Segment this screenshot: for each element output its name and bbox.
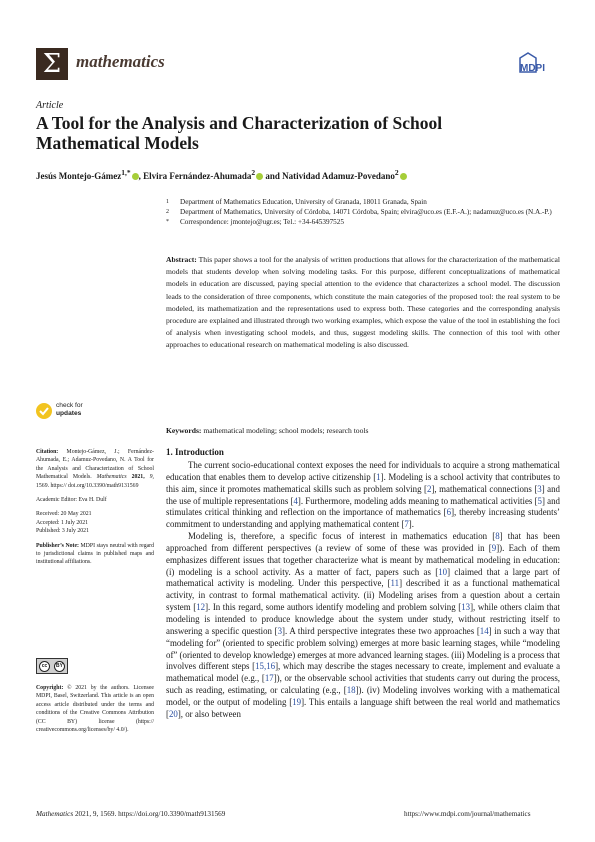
paragraph-text: ]. In this regard, some authors identify modeling and problem solving [	[205, 602, 462, 613]
abstract-label: Abstract:	[166, 255, 197, 264]
paragraph-text: ], which may describe the stages necessary to create, implement and evaluate a mathematical model (e.g., [	[166, 661, 561, 684]
sidebar-info	[36, 448, 154, 573]
citation-text: Montejo-Gámez, J.; Fernández-Ahumada, E.; Adamuz-Povedano, N. A Tool for the Analysis and Characterization of School Mathematical Models.	[36, 449, 154, 481]
paragraph-text: ] and the use of multiple representations [	[166, 483, 560, 506]
paragraph-text: ]. Modeling is a school activity that contributes to this aim, since it promotes mathematical skills such as problem solving [	[166, 471, 560, 494]
footer-doi[interactable]: 2021, 9, 1569. https://doi.org/10.3390/math9131569	[73, 810, 226, 818]
affiliation-row	[166, 218, 566, 228]
citation-doi[interactable]: 1569. https:// doi.org/10.3390/math9131569	[36, 482, 139, 489]
affiliation-text: Department of Mathematics Education, University of Granada, 18011 Granada, Spain	[180, 198, 427, 206]
body-text	[166, 460, 560, 721]
publisher-note	[36, 542, 154, 567]
paragraph-text: ]), or the observable school activities that students carry out during the process, such as reading, estimating, or calculating (e.g., [	[166, 673, 560, 696]
mdpi-logo-icon[interactable]	[516, 52, 558, 76]
accepted-date: Accepted: 1 July 2021	[36, 519, 88, 526]
affiliation-key: *	[166, 218, 169, 225]
citation-vol: 9,	[149, 474, 154, 481]
keywords-text: mathematical modeling; school models; research tools	[203, 426, 369, 435]
paragraph-text: ], while others claim that modeling is intended to produce knowledge about the system under study, without restricting itself to answering a specific question [	[166, 602, 561, 636]
paragraph-text: The current socio-educational context exposes the need for individuals to acquire a strong mathematical education that enables them to develop active citizenship [	[166, 460, 560, 482]
citation-link[interactable]: 19	[292, 696, 302, 707]
citation-link[interactable]: 17	[264, 673, 274, 684]
paragraph-text: ]). (iv) Modeling involves working with a mathematical model, or the output of modeling [	[166, 685, 560, 707]
citation-link[interactable]: 20	[168, 708, 178, 719]
affiliation-key: 1	[166, 199, 169, 205]
affiliation-row	[166, 208, 566, 218]
paragraph	[166, 460, 560, 531]
paragraph	[166, 531, 560, 721]
paragraph-text: Modeling is, therefore, a specific focus of interest in mathematics education [	[188, 531, 496, 542]
author-name[interactable]: Natividad Adamuz-Povedano	[282, 171, 395, 181]
paragraph-text: ] that has been approached from different perspectives (a review of some of these was provided in [	[166, 531, 560, 553]
author-name[interactable]: Jesús Montejo-Gámez	[36, 171, 122, 181]
journal-name[interactable]: mathematics	[76, 52, 165, 71]
mdpi-logo-text: MDPI	[520, 63, 545, 74]
paragraph-text: ]. Furthermore, modeling adds meaning to mathematical activities [	[297, 495, 538, 506]
author-separator: ,	[138, 171, 144, 181]
affiliation-row	[166, 198, 566, 208]
abstract-text: This paper shows a tool for the analysis of written productions that allows for the characterization of the mathematical models that students develop when solving modeling tasks. For this purpose, different conceptualizations of mathematical models in education are discussed, paying special attention to the evidence that characterizes a school model. The discussion leads to the consideration of three components, which constitute the main categories of the proposed tool: the real system to be modeled, its mathematization and the representations used to express both. These categories and the corresponding analysis procedure are explained and illustrated through two working examples, which expose the value of the tool in establishing the foci of analysis when investigating school models, and thus, suggest modeling skills. The connection of this tool with other approaches to educational research on mathematical modeling is also discussed.	[166, 255, 560, 350]
citation	[36, 448, 154, 490]
paragraph-text: ], or also between	[177, 708, 241, 719]
creative-commons-icon[interactable]	[36, 658, 68, 674]
paper-title: A Tool for the Analysis and Characterization of School Mathematical Models	[36, 113, 443, 153]
copyright-text: © 2021 by the authors. Licensee MDPI, Basel, Switzerland. This article is an open access article distributed under the terms and conditions of the Creative Commons Attribution (CC BY) license (https:// creativecommons.org/licenses/by/ 4.0/).	[36, 685, 154, 734]
check-line1: check for	[56, 402, 83, 409]
check-for-updates-button[interactable]	[36, 401, 116, 421]
paragraph-text: ]. A third perspective integrates these two approaches [	[282, 625, 480, 636]
citation-label: Citation:	[36, 449, 59, 455]
author-sup: 2	[251, 168, 256, 177]
paragraph-text: ]. This entails a language shift between the real world and mathematics [	[166, 696, 560, 719]
citation-link[interactable]: 6	[446, 507, 452, 518]
citation-link[interactable]: 8	[495, 531, 500, 542]
citation-link[interactable]: 3	[537, 483, 542, 494]
citation-link[interactable]: 18	[346, 685, 356, 696]
received-date: Received: 20 May 2021	[36, 511, 92, 518]
dates	[36, 510, 154, 535]
paragraph-text: ]). Each of them emphasizes different issues that together characterize what is meant by mathematical modeling in education: (i) modeling is a school activity. As a matter of fact, papers such as [	[166, 542, 560, 577]
publisher-note-label: Publisher’s Note:	[36, 542, 79, 549]
check-for-updates-icon	[36, 403, 52, 419]
orcid-icon[interactable]	[132, 173, 139, 180]
check-line2: updates	[56, 410, 82, 417]
citation-link[interactable]: 10	[438, 566, 448, 577]
published-date: Published: 3 July 2021	[36, 528, 89, 535]
affiliation-text: Department of Mathematics, University of Córdoba, 14071 Córdoba, Spain; elvira@uco.es (E.F.-A.); nadamuz@uco.es (N.A.-P.)	[180, 207, 552, 216]
copyright-label: Copyright:	[36, 685, 64, 691]
copyright-block	[36, 684, 154, 734]
author-name[interactable]: Elvira Fernández-Ahumada	[143, 171, 252, 181]
author-sup: 2	[394, 168, 399, 177]
citation-link[interactable]: 1	[376, 471, 381, 482]
paragraph-text: ] claimed that a large part of mathematical activity is modeling. Under this perspective, [	[166, 566, 560, 589]
citation-link[interactable]: 2	[427, 483, 432, 494]
citation-link[interactable]: 15,16	[255, 661, 276, 672]
sigma-logo-icon: Σ	[36, 48, 68, 80]
footer-journal-url[interactable]: https://www.mdpi.com/journal/mathematics	[404, 810, 531, 818]
affiliations	[166, 198, 566, 227]
paragraph-text: ] and stimulates critical thinking and reflection on the importance of mathematics [	[166, 495, 560, 518]
keywords-label: Keywords:	[166, 426, 202, 435]
article-type: Article	[36, 100, 64, 111]
paragraph-text: ], mathematical connections [	[431, 483, 538, 494]
citation-link[interactable]: 13	[461, 602, 471, 613]
orcid-icon[interactable]	[400, 173, 407, 180]
cc-glyph: cc	[39, 661, 50, 672]
affiliation-key: 2	[166, 208, 169, 215]
citation-link[interactable]: 9	[491, 542, 497, 553]
citation-link[interactable]: 4	[293, 495, 298, 506]
check-for-updates-label	[56, 402, 83, 418]
paragraph-text: ] described it as a functional mathematical activity, in contrast to formal mathematical activity. (ii) Modeling arises from a question about a certain system [	[166, 578, 560, 613]
section-heading: 1. Introduction	[166, 447, 224, 457]
academic-editor: Academic Editor: Eva H. Dulf	[36, 497, 107, 504]
paragraph-text: ].	[408, 519, 414, 530]
footer-citation	[36, 810, 225, 818]
paragraph-text: ], thereby increasing students’ commitment to understanding and applying mathematical content [	[166, 507, 560, 530]
abstract	[166, 254, 560, 352]
citation-link[interactable]: 12	[196, 602, 206, 613]
citation-link[interactable]: 14	[479, 625, 489, 636]
citation-link[interactable]: 5	[537, 495, 542, 506]
by-glyph: BY	[54, 661, 65, 672]
citation-link[interactable]: 7	[404, 519, 409, 530]
author-list	[36, 168, 407, 181]
footer-journal: Mathematics	[36, 810, 74, 818]
citation-journal: Mathematics	[96, 474, 127, 481]
paragraph-text: ] in such a way that “modeling for” (oriented to specific problem solving) emerges at more basic learning stages, while “modeling of” (oriented to develop knowledge) emerges at more advanced learning stages. (iii) Modeling is a process that involves different steps [	[166, 625, 560, 672]
correspondence-text: Correspondence: jmontejo@ugr.es; Tel.: +34-645397525	[180, 217, 344, 226]
author-sup: 1,*	[121, 168, 131, 177]
author-and: and	[263, 171, 283, 181]
citation-link[interactable]: 3	[277, 625, 283, 636]
publisher-note-text: MDPI stays neutral with regard to jurisdictional claims in published maps and institutional affiliations.	[36, 542, 154, 566]
citation-link[interactable]: 11	[390, 578, 400, 589]
citation-year: 2021,	[131, 474, 145, 481]
keywords	[166, 426, 560, 435]
